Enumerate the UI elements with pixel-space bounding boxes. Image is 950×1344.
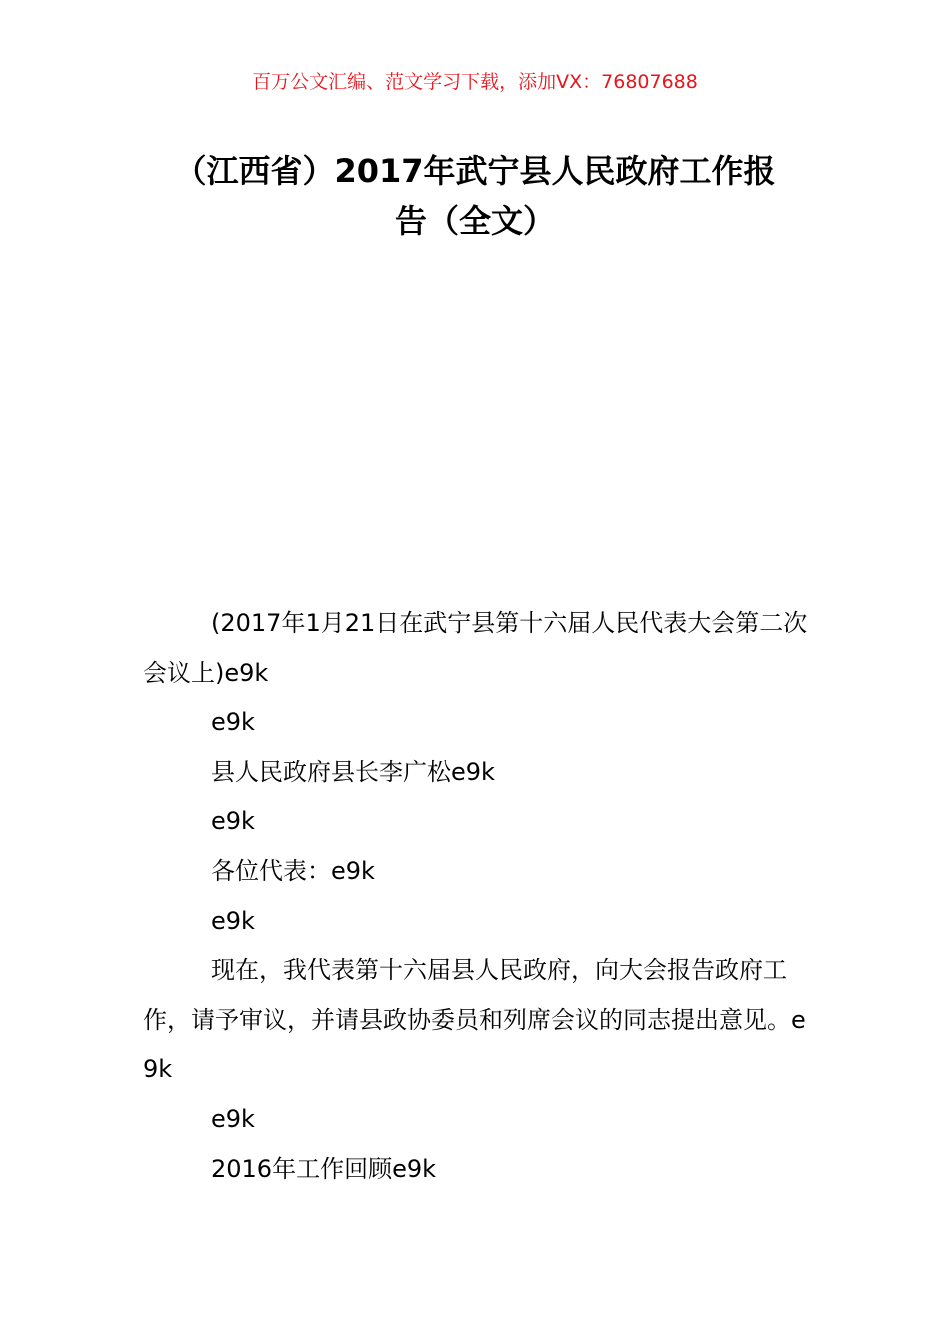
paragraph-marker: e9k — [211, 708, 255, 737]
paragraph-marker: e9k — [211, 906, 255, 935]
document-body — [143, 599, 811, 1194]
section-heading-review: 2016年工作回顾e9k — [211, 1154, 437, 1183]
paragraph-salutation: 各位代表：e9k — [211, 856, 375, 885]
paragraph-speaker: 县人民政府县长李广松e9k — [211, 757, 495, 786]
paragraph-meeting-info: (2017年1月21日在武宁县第十六届人民代表大会第二次会议上)e9k — [143, 609, 808, 687]
header-watermark-note: 百万公文汇编、范文学习下载，添加VX：76807688 — [252, 71, 698, 93]
title-line-2: 告（全文） — [394, 202, 555, 240]
document-title — [120, 146, 830, 246]
paragraph-marker: e9k — [211, 1104, 255, 1133]
paragraph-introduction: 现在，我代表第十六届县人民政府，向大会报告政府工作，请予审议，并请县政协委员和列席会议的同志提出意见。e9k — [143, 956, 806, 1084]
title-line-1: （江西省）2017年武宁县人民政府工作报 — [174, 152, 776, 190]
paragraph-marker: e9k — [211, 807, 255, 836]
